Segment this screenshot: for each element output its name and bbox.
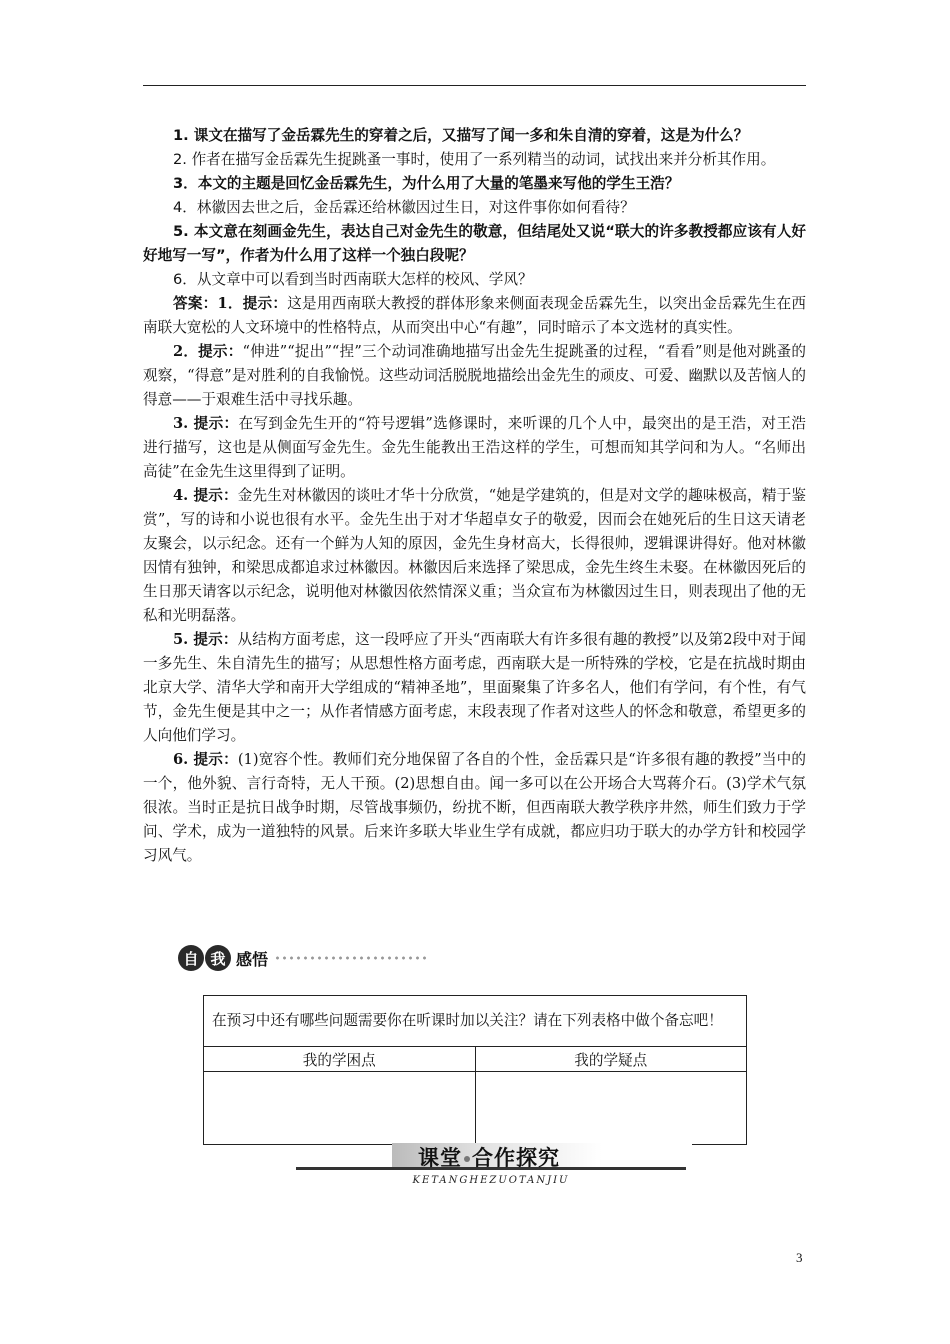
answer-text: (1)宽容个性。教师们充分地保留了各自的个性，金岳霖只是“许多很有趣的教授”当中的一个，他外貌、言行奇特，无人干预。(2)思想自由。闻一多可以在公开场合大骂蒋介石。(3)学术气氛很浓。当时正是抗日战争时期，尽管战事频仍，纷扰不断，但西南联大教学秩序井然，师生们致力于学问、学术，成为一道独特的风景。后来许多联大毕业生学有成就，都应归功于联大的办学方针和校园学习风气。 xyxy=(143,751,806,864)
answer-text: 从结构方面考虑，这一段呼应了开头“西南联大有许多很有趣的教授”以及第2段中对于闻一多先生、朱自清先生的描写；从思想性格方面考虑，西南联大是一所特殊的学校，它是在抗战时期由北京大学、清华大学和南开大学组成的“精神圣地”，里面聚集了许多名人，他们有学问，有个性，有气节，金先生便是其中之一；从作者情感方面考虑，末段表现了作者对这些人的怀念和敬意，希望更多的人向他们学习。 xyxy=(143,631,806,744)
question-4: 4．林徽因去世之后，金岳霖还给林徽因过生日，对这件事你如何看待？ xyxy=(173,199,635,216)
answer-text: 金先生对林徽因的谈吐才华十分欣赏，“她是学建筑的，但是对文学的趣味极高，精于鉴赏”，写的诗和小说也很有水平。金先生出于对才华超卓女子的敬爱，因而会在她死后的生日这天请老友聚会，以示纪念。还有一个鲜为人知的原因，金先生身材高大，长得很帅，逻辑课讲得好。他对林徽因情有独钟，和梁思成都追求过林徽因。林徽因后来选择了梁思成，金先生终生未娶。在林徽因死后的生日那天请客以示纪念，说明他对林徽因依然情深义重；当众宣布为林徽因过生日，则表现出了他的无私和光明磊落。 xyxy=(143,487,806,624)
section-banner xyxy=(296,1143,686,1173)
question-1: 1. 课文在描写了金岳霖先生的穿着之后，又描写了闻一多和朱自清的穿着，这是为什么？ xyxy=(173,127,749,144)
memo-col-difficulties: 我的学困点 xyxy=(204,1047,476,1072)
answer-text: 在写到金先生开的“符号逻辑”选修课时，来听课的几个人中，最突出的是王浩，对王浩进行描写，这也是从侧面写金先生。金先生能教出王浩这样的学生，可想而知其学问和为人。“名师出高徒”在金先生这里得到了证明。 xyxy=(143,415,806,480)
answer-4 xyxy=(143,484,806,628)
answer-prefix: 3. 提示： xyxy=(173,415,239,432)
self-char-badge: 自 xyxy=(178,945,204,971)
answer-text: 这是用西南联大教授的群体形象来侧面表现金岳霖先生，以突出金岳霖先生在西南联大宽松的人文环境中的性格特点，从而突出中心“有趣”，同时暗示了本文选材的真实性。 xyxy=(143,295,806,336)
answer-3 xyxy=(143,412,806,484)
main-content xyxy=(143,124,806,868)
answer-prefix: 答案：1．提示： xyxy=(173,295,288,312)
banner-title-part2: 合作探究 xyxy=(472,1146,560,1170)
question-6: 6．从文章中可以看到当时西南联大怎样的校风、学风？ xyxy=(173,271,533,288)
answer-1 xyxy=(143,292,806,340)
question-2: 2. 作者在描写金岳霖先生捉跳蚤一事时，使用了一系列精当的动词，试找出来并分析其作用。 xyxy=(173,151,776,168)
answer-text: “伸进”“捉出”“捏”三个动词准确地描写出金先生捉跳蚤的过程，“看看”则是他对跳蚤的观察，“得意”是对胜利的自我愉悦。这些动词活脱脱地描绘出金先生的顽皮、可爱、幽默以及苦恼人的得意——于艰难生活中寻找乐趣。 xyxy=(143,343,806,408)
answer-prefix: 4. 提示： xyxy=(173,487,238,504)
question-5: 5. 本文意在刻画金先生，表达自己对金先生的敬意，但结尾处又说“联大的许多教授都应该有人好好地写一写”，作者为什么用了这样一个独白段呢？ xyxy=(143,223,806,264)
memo-table xyxy=(203,995,747,1145)
answer-6 xyxy=(143,748,806,868)
memo-cell-difficulties[interactable] xyxy=(204,1072,476,1145)
question-3: 3．本文的主题是回忆金岳霖先生，为什么用了大量的笔墨来写他的学生王浩？ xyxy=(173,175,680,192)
banner-dot-icon xyxy=(464,1156,470,1162)
memo-cell-doubts[interactable] xyxy=(475,1072,747,1145)
dotted-divider xyxy=(274,955,429,961)
banner-pinyin: KETANGHEZUOTANJIU xyxy=(412,1175,570,1186)
answer-prefix: 5. 提示： xyxy=(173,631,238,648)
self-reflection-label: 感悟 xyxy=(236,949,269,969)
banner-title xyxy=(418,1142,560,1172)
header-rule xyxy=(143,85,806,86)
memo-intro: 在预习中还有哪些问题需要你在听课时加以关注？请在下列表格中做个备忘吧！ xyxy=(204,996,747,1047)
me-char-badge: 我 xyxy=(205,945,231,971)
answer-prefix: 2．提示： xyxy=(173,343,243,360)
banner-title-part1: 课堂 xyxy=(418,1146,462,1170)
answer-prefix: 6. 提示： xyxy=(173,751,238,768)
page-number: 3 xyxy=(796,1250,803,1265)
self-reflection-heading xyxy=(178,943,429,973)
answer-5 xyxy=(143,628,806,748)
answer-2 xyxy=(143,340,806,412)
memo-col-doubts: 我的学疑点 xyxy=(475,1047,747,1072)
